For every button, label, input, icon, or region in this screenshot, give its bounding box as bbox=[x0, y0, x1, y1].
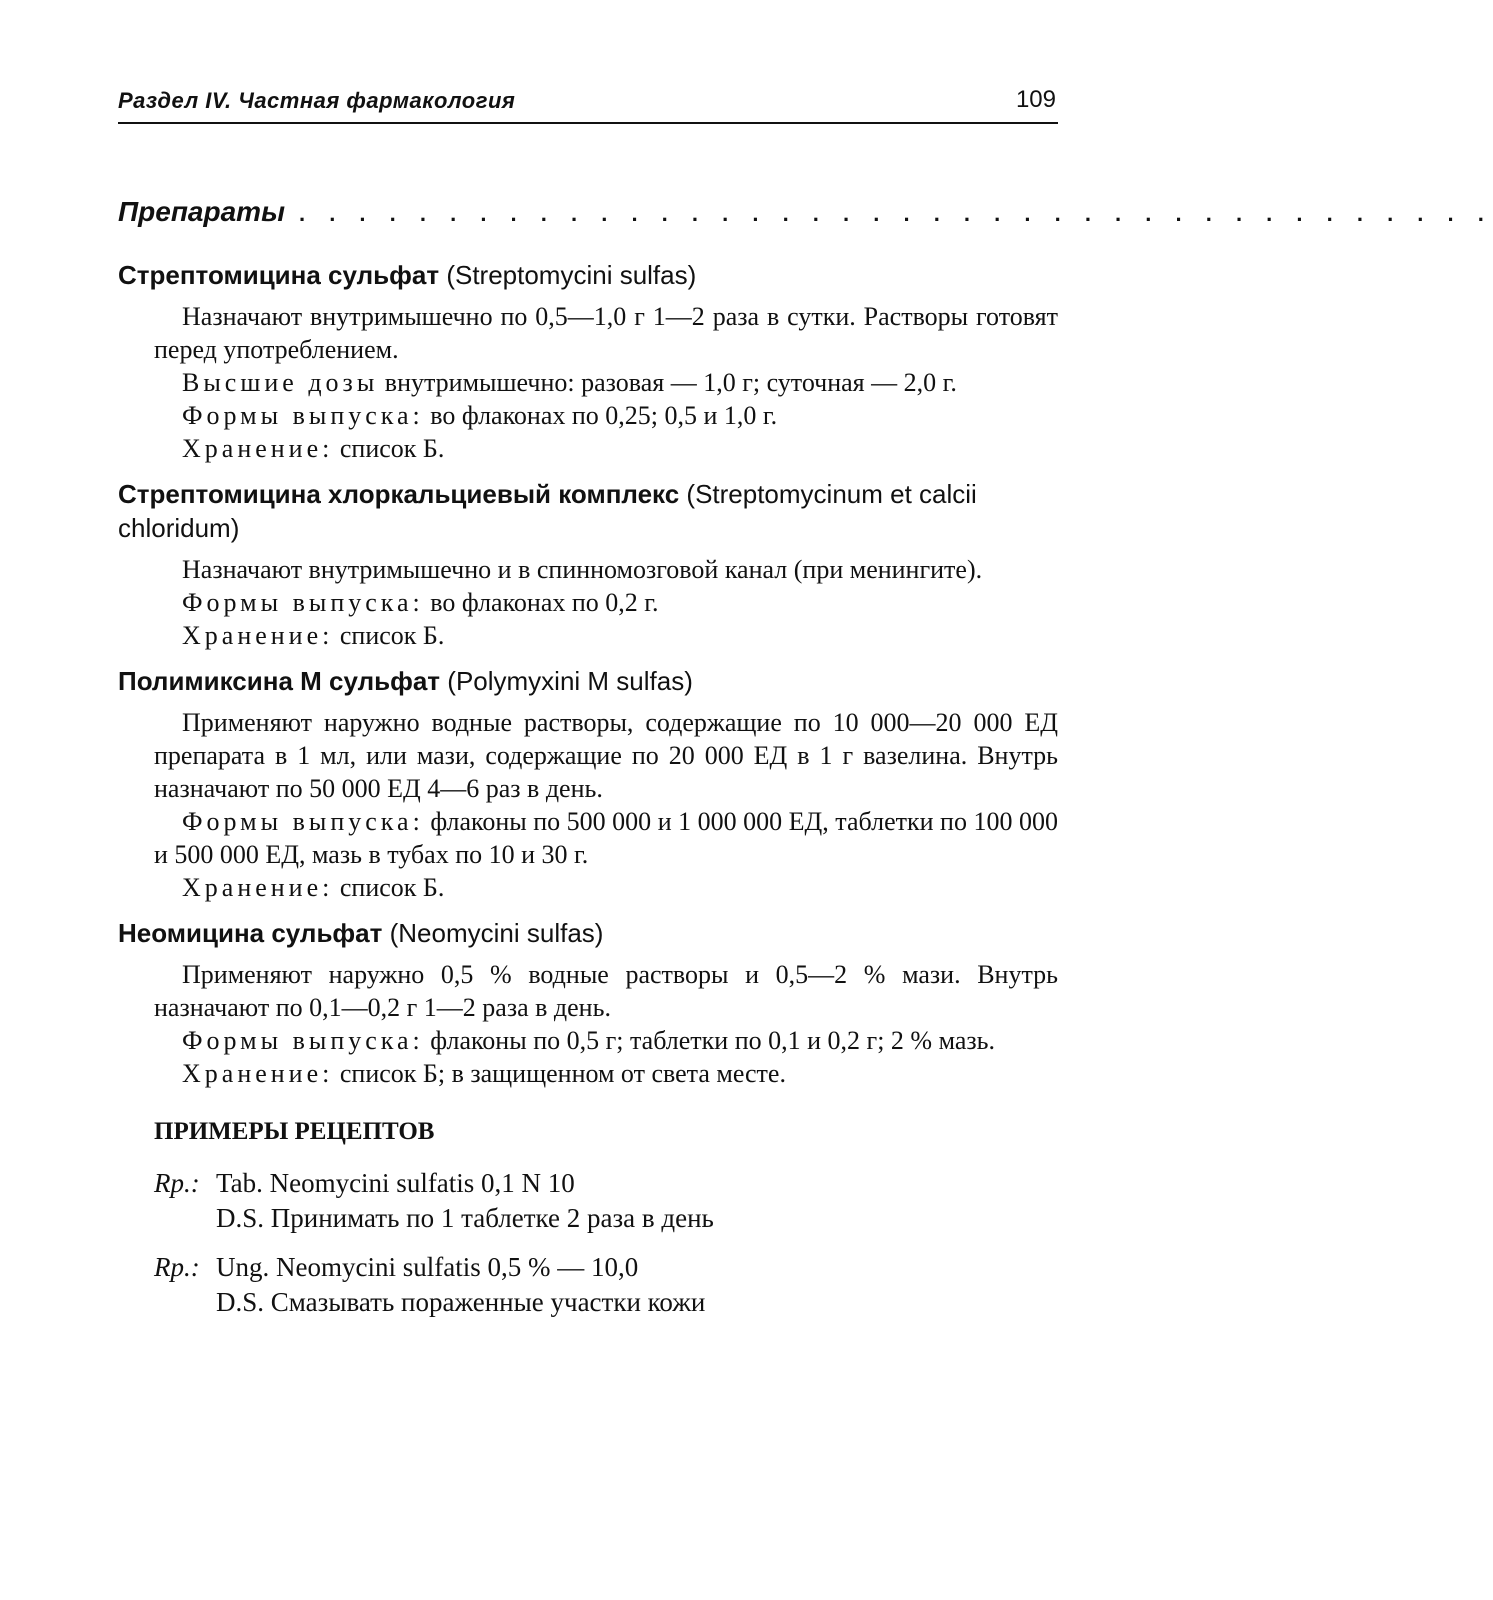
section-title bbox=[118, 196, 1493, 228]
examples-title: ПРИМЕРЫ РЕЦЕПТОВ bbox=[154, 1118, 435, 1145]
forms-text: во флаконах по 0,2 г. bbox=[430, 588, 659, 617]
forms-text: во флаконах по 0,25; 0,5 и 1,0 г. bbox=[430, 401, 778, 430]
drug-entry-streptomycin-calcium-chloride bbox=[118, 477, 1058, 652]
drug-name: Полимиксина М сульфат bbox=[118, 666, 441, 696]
rx-formula: Tab. Neomycini sulfatis 0,1 N 10 bbox=[216, 1168, 575, 1198]
content bbox=[118, 258, 1058, 1334]
prescription bbox=[154, 1166, 1058, 1236]
rx-formula: Ung. Neomycini sulfatis 0,5 % — 10,0 bbox=[216, 1252, 639, 1282]
storage-text: список Б. bbox=[339, 434, 445, 463]
running-head-title: Раздел IV. Частная фармакология bbox=[118, 88, 516, 113]
storage-label: Хранение: bbox=[182, 873, 334, 902]
rx-signa: D.S. Принимать по 1 таблетке 2 раза в день bbox=[216, 1203, 714, 1233]
doses-label: Высшие дозы bbox=[182, 368, 379, 397]
forms-text: флаконы по 500 000 и 1 000 000 ЕД, таблетки по 100 000 и 500 000 ЕД, мазь в тубах по 10 и 30 г. bbox=[154, 807, 1058, 869]
doses-text: внутримышечно: разовая — 1,0 г; суточная — 2,0 г. bbox=[384, 368, 957, 397]
drug-doses bbox=[154, 366, 1058, 399]
drug-title bbox=[118, 477, 1058, 545]
drug-name-latin: (Neomycini sulfas) bbox=[389, 918, 604, 948]
drug-usage: Применяют наружно 0,5 % водные растворы и 0,5—2 % мази. Внутрь назначают по 0,1—0,2 г 1—2 раза в день. bbox=[154, 960, 1058, 1022]
drug-forms bbox=[154, 586, 1058, 619]
drug-body bbox=[118, 553, 1058, 652]
prescription-line-1 bbox=[154, 1250, 1058, 1285]
drug-title bbox=[118, 916, 1058, 950]
storage-text: список Б. bbox=[339, 873, 445, 902]
drug-name-latin: (Streptomycini sulfas) bbox=[446, 260, 697, 290]
forms-label: Формы выпуска: bbox=[182, 807, 424, 836]
prescription bbox=[154, 1250, 1058, 1320]
forms-label: Формы выпуска: bbox=[182, 588, 424, 617]
storage-label: Хранение: bbox=[182, 434, 334, 463]
section-title-leader: . . . . . . . . . . . . . . . . . . . . . . . . . . . . . . . . . . . . . . . . bbox=[298, 201, 1493, 226]
drug-title bbox=[118, 258, 1058, 292]
storage-label: Хранение: bbox=[182, 1059, 334, 1088]
forms-text: флаконы по 0,5 г; таблетки по 0,1 и 0,2 г; 2 % мазь. bbox=[430, 1026, 996, 1055]
drug-forms bbox=[154, 1024, 1058, 1057]
drug-storage bbox=[154, 432, 1058, 465]
storage-label: Хранение: bbox=[182, 621, 334, 650]
prescription-line-1 bbox=[154, 1166, 1058, 1201]
drug-usage: Назначают внутримышечно по 0,5—1,0 г 1—2 раза в сутки. Растворы готовят перед употреблением. bbox=[154, 302, 1058, 364]
drug-body bbox=[118, 958, 1058, 1090]
drug-name-latin: (Streptomycinum et calcii chloridum) bbox=[118, 479, 977, 543]
drug-storage bbox=[154, 1057, 1058, 1090]
drug-name: Неомицина сульфат bbox=[118, 918, 383, 948]
drug-entry-neomycin-sulfate bbox=[118, 916, 1058, 1090]
drug-body bbox=[118, 300, 1058, 465]
forms-label: Формы выпуска: bbox=[182, 401, 424, 430]
drug-entry-streptomycin-sulfate bbox=[118, 258, 1058, 465]
drug-name-latin: (Polymyxini M sulfas) bbox=[447, 666, 693, 696]
drug-title bbox=[118, 664, 1058, 698]
drug-entry-polymyxin-m-sulfate bbox=[118, 664, 1058, 904]
rx-signa: D.S. Смазывать пораженные участки кожи bbox=[216, 1287, 706, 1317]
drug-name: Стрептомицина сульфат bbox=[118, 260, 440, 290]
drug-forms bbox=[154, 805, 1058, 871]
rx-label: Rp.: bbox=[154, 1168, 200, 1198]
running-head bbox=[118, 82, 1058, 124]
drug-storage bbox=[154, 619, 1058, 652]
storage-text: список Б. bbox=[339, 621, 445, 650]
drug-usage: Назначают внутримышечно и в спинномозговой канал (при менингите). bbox=[182, 555, 983, 584]
drug-forms bbox=[154, 399, 1058, 432]
rx-label: Rp.: bbox=[154, 1252, 200, 1282]
drug-name: Стрептомицина хлоркальциевый комплекс bbox=[118, 479, 680, 509]
drug-body bbox=[118, 706, 1058, 904]
drug-storage bbox=[154, 871, 1058, 904]
storage-text: список Б; в защищенном от света месте. bbox=[339, 1059, 786, 1088]
page-number: 109 bbox=[1015, 86, 1056, 113]
forms-label: Формы выпуска: bbox=[182, 1026, 424, 1055]
drug-usage: Применяют наружно водные растворы, содержащие по 10 000—20 000 ЕД препарата в 1 мл, или мази, содержащие по 20 000 ЕД в 1 г вазелина. Внутрь назначают по 50 000 ЕД 4—6 раз в день. bbox=[154, 708, 1058, 803]
section-title-text: Препараты bbox=[118, 196, 285, 227]
